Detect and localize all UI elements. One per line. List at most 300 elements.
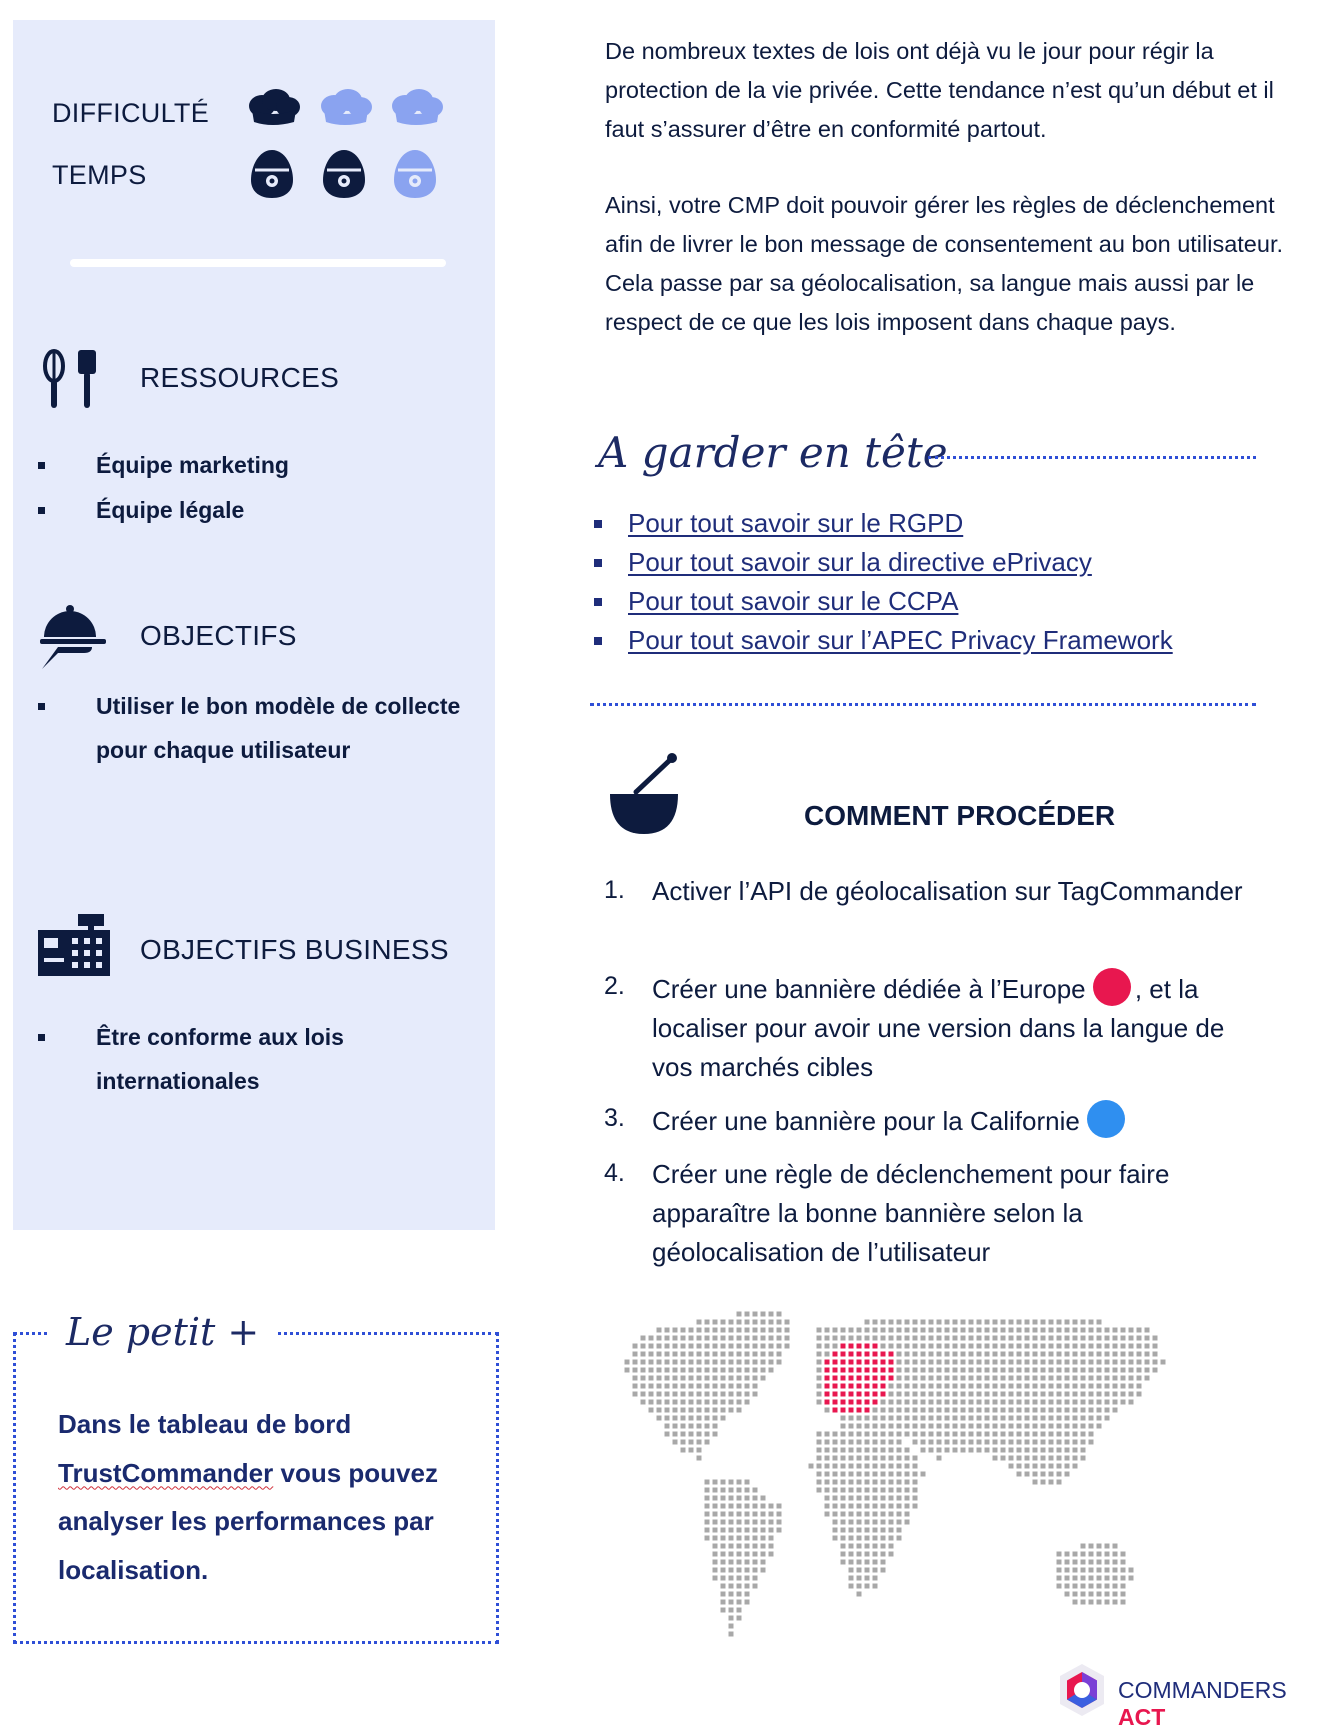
- map-dot: [729, 1560, 734, 1565]
- map-dot: [833, 1400, 838, 1405]
- map-dot: [673, 1424, 678, 1429]
- map-dot: [977, 1368, 982, 1373]
- map-dot: [857, 1448, 862, 1453]
- map-dot: [1041, 1448, 1046, 1453]
- map-dot: [1033, 1328, 1038, 1333]
- map-dot: [737, 1368, 742, 1373]
- map-dot: [857, 1512, 862, 1517]
- map-dot: [1057, 1456, 1062, 1461]
- map-dot: [1097, 1576, 1102, 1581]
- map-dot: [841, 1464, 846, 1469]
- map-dot: [905, 1472, 910, 1477]
- map-dot: [969, 1336, 974, 1341]
- map-dot: [1057, 1320, 1062, 1325]
- map-dot: [857, 1576, 862, 1581]
- map-dot: [681, 1408, 686, 1413]
- map-dot: [865, 1448, 870, 1453]
- map-dot: [881, 1488, 886, 1493]
- divider: [70, 259, 446, 267]
- map-dot: [649, 1392, 654, 1397]
- map-dot: [753, 1576, 758, 1581]
- map-dot: [1041, 1456, 1046, 1461]
- map-dot: [953, 1336, 958, 1341]
- map-dot: [817, 1472, 822, 1477]
- map-dot: [753, 1392, 758, 1397]
- map-dot: [945, 1320, 950, 1325]
- map-dot: [953, 1376, 958, 1381]
- map-dot: [1025, 1328, 1030, 1333]
- chef-hat-icon: [389, 88, 445, 133]
- map-dot: [641, 1360, 646, 1365]
- map-dot: [977, 1384, 982, 1389]
- map-dot: [1025, 1400, 1030, 1405]
- map-dot: [1057, 1568, 1062, 1573]
- map-dot: [889, 1344, 894, 1349]
- map-dot: [921, 1392, 926, 1397]
- map-dot: [1001, 1336, 1006, 1341]
- map-dot: [841, 1416, 846, 1421]
- map-dot: [737, 1344, 742, 1349]
- map-dot: [1113, 1544, 1118, 1549]
- map-dot: [873, 1488, 878, 1493]
- map-dot: [873, 1432, 878, 1437]
- map-dot: [905, 1464, 910, 1469]
- map-dot: [889, 1536, 894, 1541]
- map-dot: [1065, 1560, 1070, 1565]
- map-dot: [705, 1488, 710, 1493]
- map-dot: [689, 1368, 694, 1373]
- map-dot: [913, 1408, 918, 1413]
- map-dot: [1089, 1384, 1094, 1389]
- map-dot: [721, 1536, 726, 1541]
- map-dot: [737, 1536, 742, 1541]
- map-dot: [1073, 1408, 1078, 1413]
- map-dot: [977, 1336, 982, 1341]
- map-dot: [1001, 1408, 1006, 1413]
- map-dot: [737, 1328, 742, 1333]
- map-dot: [817, 1456, 822, 1461]
- map-dot: [665, 1352, 670, 1357]
- map-dot: [977, 1408, 982, 1413]
- map-dot: [1121, 1560, 1126, 1565]
- map-dot: [689, 1416, 694, 1421]
- map-dot: [985, 1448, 990, 1453]
- map-dot: [1113, 1576, 1118, 1581]
- map-dot: [729, 1480, 734, 1485]
- map-dot: [633, 1344, 638, 1349]
- map-dot: [745, 1320, 750, 1325]
- map-dot: [921, 1376, 926, 1381]
- map-dot: [865, 1368, 870, 1373]
- map-dot: [905, 1328, 910, 1333]
- map-dot: [697, 1424, 702, 1429]
- map-dot: [697, 1448, 702, 1453]
- map-dot: [929, 1384, 934, 1389]
- map-dot: [849, 1512, 854, 1517]
- bullet: [38, 1034, 45, 1041]
- map-dot: [985, 1328, 990, 1333]
- map-dot: [649, 1368, 654, 1373]
- map-dot: [905, 1384, 910, 1389]
- map-dot: [1089, 1352, 1094, 1357]
- map-dot: [857, 1408, 862, 1413]
- map-dot: [737, 1560, 742, 1565]
- map-dot: [841, 1400, 846, 1405]
- map-dot: [1121, 1600, 1126, 1605]
- map-dot: [641, 1384, 646, 1389]
- map-dot: [1041, 1352, 1046, 1357]
- brand-name-part: COMMANDERS: [1118, 1677, 1287, 1703]
- map-dot: [697, 1432, 702, 1437]
- map-dot: [721, 1544, 726, 1549]
- map-dot: [937, 1320, 942, 1325]
- map-dot: [753, 1336, 758, 1341]
- map-dot: [1065, 1432, 1070, 1437]
- map-dot: [1009, 1344, 1014, 1349]
- map-dot: [849, 1472, 854, 1477]
- map-dot: [1033, 1432, 1038, 1437]
- map-dot: [633, 1368, 638, 1373]
- map-dot: [1081, 1352, 1086, 1357]
- map-dot: [857, 1496, 862, 1501]
- map-dot: [849, 1520, 854, 1525]
- map-dot: [641, 1368, 646, 1373]
- map-dot: [993, 1440, 998, 1445]
- map-dot: [913, 1352, 918, 1357]
- map-dot: [737, 1488, 742, 1493]
- map-dot: [849, 1528, 854, 1533]
- map-dot: [889, 1464, 894, 1469]
- map-dot: [993, 1448, 998, 1453]
- map-dot: [697, 1328, 702, 1333]
- step-4: Créer une règle de déclenchement pour faire apparaître la bonne bannière selon la géolocalisation de l’utilisateur: [652, 1159, 1170, 1267]
- map-dot: [1001, 1352, 1006, 1357]
- map-dot: [977, 1432, 982, 1437]
- map-dot: [1057, 1376, 1062, 1381]
- map-dot: [1089, 1376, 1094, 1381]
- map-dot: [841, 1408, 846, 1413]
- map-dot: [1081, 1544, 1086, 1549]
- map-dot: [729, 1360, 734, 1365]
- map-dot: [857, 1328, 862, 1333]
- map-dot: [897, 1344, 902, 1349]
- map-dot: [673, 1384, 678, 1389]
- map-dot: [705, 1432, 710, 1437]
- map-dot: [865, 1480, 870, 1485]
- map-dot: [865, 1576, 870, 1581]
- map-dot: [1145, 1336, 1150, 1341]
- map-dot: [985, 1424, 990, 1429]
- map-dot: [1049, 1384, 1054, 1389]
- map-dot: [729, 1592, 734, 1597]
- map-dot: [729, 1600, 734, 1605]
- map-dot: [697, 1344, 702, 1349]
- map-dot: [881, 1376, 886, 1381]
- map-dot: [729, 1552, 734, 1557]
- map-dot: [1057, 1472, 1062, 1477]
- tip-text-part: Dans le tableau de bord: [58, 1409, 352, 1439]
- map-dot: [1089, 1552, 1094, 1557]
- map-dot: [1033, 1440, 1038, 1445]
- map-dot: [1065, 1568, 1070, 1573]
- map-dot: [1009, 1384, 1014, 1389]
- map-dot: [857, 1360, 862, 1365]
- map-dot: [1113, 1336, 1118, 1341]
- map-dot: [737, 1576, 742, 1581]
- map-dot: [1001, 1320, 1006, 1325]
- map-dot: [881, 1424, 886, 1429]
- map-dot: [1041, 1368, 1046, 1373]
- map-dot: [1057, 1392, 1062, 1397]
- map-dot: [889, 1424, 894, 1429]
- map-dot: [977, 1424, 982, 1429]
- map-dot: [1073, 1376, 1078, 1381]
- map-dot: [729, 1520, 734, 1525]
- map-dot: [729, 1624, 734, 1629]
- map-dot: [985, 1400, 990, 1405]
- map-dot: [865, 1560, 870, 1565]
- map-dot: [817, 1384, 822, 1389]
- link-eprivacy[interactable]: Pour tout savoir sur la directive ePrivacy: [628, 547, 1092, 577]
- map-dot: [969, 1424, 974, 1429]
- map-dot: [689, 1344, 694, 1349]
- map-dot: [729, 1632, 734, 1637]
- map-dot: [865, 1528, 870, 1533]
- map-dot: [697, 1440, 702, 1445]
- map-dot: [721, 1320, 726, 1325]
- map-dot: [1009, 1376, 1014, 1381]
- map-dot: [889, 1376, 894, 1381]
- map-dot: [817, 1344, 822, 1349]
- map-dot: [897, 1488, 902, 1493]
- map-dot: [1049, 1416, 1054, 1421]
- map-dot: [721, 1488, 726, 1493]
- map-dot: [881, 1536, 886, 1541]
- map-dot: [785, 1320, 790, 1325]
- map-dot: [1041, 1432, 1046, 1437]
- map-dot: [873, 1384, 878, 1389]
- map-dot: [825, 1376, 830, 1381]
- brand-name-accent: ACT: [1118, 1704, 1166, 1730]
- map-dot: [993, 1352, 998, 1357]
- map-dot: [689, 1384, 694, 1389]
- map-dot: [937, 1392, 942, 1397]
- map-dot: [689, 1408, 694, 1413]
- map-dot: [1057, 1400, 1062, 1405]
- map-dot: [897, 1464, 902, 1469]
- map-dot: [1121, 1392, 1126, 1397]
- map-dot: [969, 1408, 974, 1413]
- map-dot: [929, 1432, 934, 1437]
- map-dot: [665, 1424, 670, 1429]
- map-dot: [1049, 1472, 1054, 1477]
- map-dot: [1105, 1368, 1110, 1373]
- map-dot: [713, 1544, 718, 1549]
- map-dot: [985, 1440, 990, 1445]
- map-dot: [873, 1472, 878, 1477]
- map-dot: [865, 1504, 870, 1509]
- map-dot: [705, 1328, 710, 1333]
- map-dot: [865, 1432, 870, 1437]
- map-dot: [889, 1336, 894, 1341]
- map-dot: [865, 1328, 870, 1333]
- map-dot: [753, 1568, 758, 1573]
- map-dot: [721, 1496, 726, 1501]
- map-dot: [929, 1448, 934, 1453]
- map-dot: [993, 1328, 998, 1333]
- map-dot: [745, 1568, 750, 1573]
- map-dot: [1105, 1576, 1110, 1581]
- map-dot: [985, 1320, 990, 1325]
- map-dot: [1017, 1440, 1022, 1445]
- map-dot: [953, 1440, 958, 1445]
- map-dot: [1073, 1360, 1078, 1365]
- map-dot: [865, 1336, 870, 1341]
- map-dot: [945, 1360, 950, 1365]
- map-dot: [1073, 1560, 1078, 1565]
- map-dot: [1089, 1432, 1094, 1437]
- map-dot: [1105, 1384, 1110, 1389]
- link-ccpa[interactable]: Pour tout savoir sur le CCPA: [628, 586, 959, 616]
- map-dot: [897, 1376, 902, 1381]
- map-dot: [857, 1584, 862, 1589]
- map-dot: [1049, 1368, 1054, 1373]
- map-dot: [1025, 1352, 1030, 1357]
- map-dot: [825, 1352, 830, 1357]
- map-dot: [689, 1400, 694, 1405]
- link-rgpd[interactable]: Pour tout savoir sur le RGPD: [628, 508, 964, 538]
- map-dot: [865, 1344, 870, 1349]
- map-dot: [785, 1336, 790, 1341]
- map-dot: [1073, 1328, 1078, 1333]
- map-dot: [745, 1336, 750, 1341]
- map-dot: [1081, 1568, 1086, 1573]
- map-dot: [761, 1328, 766, 1333]
- map-dot: [1089, 1400, 1094, 1405]
- map-dot: [905, 1392, 910, 1397]
- map-dot: [873, 1560, 878, 1565]
- map-dot: [1065, 1320, 1070, 1325]
- map-dot: [977, 1416, 982, 1421]
- map-dot: [929, 1336, 934, 1341]
- map-dot: [977, 1448, 982, 1453]
- map-dot: [857, 1424, 862, 1429]
- map-dot: [1017, 1416, 1022, 1421]
- map-dot: [745, 1528, 750, 1533]
- map-dot: [673, 1440, 678, 1445]
- map-dot: [1001, 1400, 1006, 1405]
- map-dot: [1049, 1320, 1054, 1325]
- map-dot: [721, 1480, 726, 1485]
- map-dot: [849, 1568, 854, 1573]
- map-dot: [985, 1416, 990, 1421]
- map-dot: [1033, 1344, 1038, 1349]
- map-dot: [849, 1456, 854, 1461]
- map-dot: [1057, 1432, 1062, 1437]
- map-dot: [1057, 1440, 1062, 1445]
- map-dot: [761, 1512, 766, 1517]
- map-dot: [1017, 1352, 1022, 1357]
- map-dot: [913, 1488, 918, 1493]
- map-dot: [753, 1376, 758, 1381]
- map-dot: [889, 1488, 894, 1493]
- map-dot: [937, 1344, 942, 1349]
- map-dot: [849, 1424, 854, 1429]
- map-dot: [1161, 1360, 1166, 1365]
- map-dot: [857, 1432, 862, 1437]
- map-dot: [1073, 1464, 1078, 1469]
- map-dot: [1097, 1384, 1102, 1389]
- map-dot: [873, 1536, 878, 1541]
- map-dot: [881, 1432, 886, 1437]
- link-apec[interactable]: Pour tout savoir sur l’APEC Privacy Framework: [628, 625, 1173, 655]
- tip-text: [58, 1400, 468, 1594]
- map-dot: [1065, 1368, 1070, 1373]
- map-dot: [745, 1592, 750, 1597]
- keep-in-mind-title: A garder en tête: [598, 428, 948, 477]
- map-dot: [705, 1424, 710, 1429]
- map-dot: [1081, 1456, 1086, 1461]
- map-dot: [1145, 1368, 1150, 1373]
- map-dot: [937, 1368, 942, 1373]
- map-dot: [745, 1504, 750, 1509]
- map-dot: [713, 1352, 718, 1357]
- map-dot: [753, 1360, 758, 1365]
- map-dot: [1105, 1400, 1110, 1405]
- map-dot: [697, 1384, 702, 1389]
- map-dot: [681, 1448, 686, 1453]
- map-dot: [729, 1568, 734, 1573]
- map-dot: [817, 1336, 822, 1341]
- map-dot: [897, 1352, 902, 1357]
- map-dot: [769, 1360, 774, 1365]
- map-dot: [841, 1440, 846, 1445]
- map-dot: [1057, 1408, 1062, 1413]
- map-dot: [841, 1456, 846, 1461]
- map-dot: [913, 1376, 918, 1381]
- bullet: [594, 637, 602, 645]
- map-dot: [1017, 1448, 1022, 1453]
- map-dot: [937, 1384, 942, 1389]
- map-dot: [849, 1392, 854, 1397]
- map-dot: [817, 1464, 822, 1469]
- map-dot: [849, 1376, 854, 1381]
- map-dot: [1033, 1472, 1038, 1477]
- map-dot: [649, 1384, 654, 1389]
- map-dot: [841, 1328, 846, 1333]
- map-dot: [1129, 1376, 1134, 1381]
- map-dot: [1025, 1408, 1030, 1413]
- map-dot: [1073, 1320, 1078, 1325]
- map-dot: [849, 1336, 854, 1341]
- map-dot: [841, 1336, 846, 1341]
- map-dot: [1033, 1384, 1038, 1389]
- map-dot: [873, 1368, 878, 1373]
- map-dot: [881, 1512, 886, 1517]
- map-dot: [729, 1344, 734, 1349]
- map-dot: [849, 1416, 854, 1421]
- map-dot: [897, 1336, 902, 1341]
- map-dot: [1049, 1392, 1054, 1397]
- map-dot: [769, 1512, 774, 1517]
- map-dot: [1121, 1376, 1126, 1381]
- map-dot: [889, 1504, 894, 1509]
- map-dot: [945, 1440, 950, 1445]
- map-dot: [985, 1344, 990, 1349]
- map-dot: [705, 1320, 710, 1325]
- map-dot: [705, 1376, 710, 1381]
- map-dot: [1073, 1600, 1078, 1605]
